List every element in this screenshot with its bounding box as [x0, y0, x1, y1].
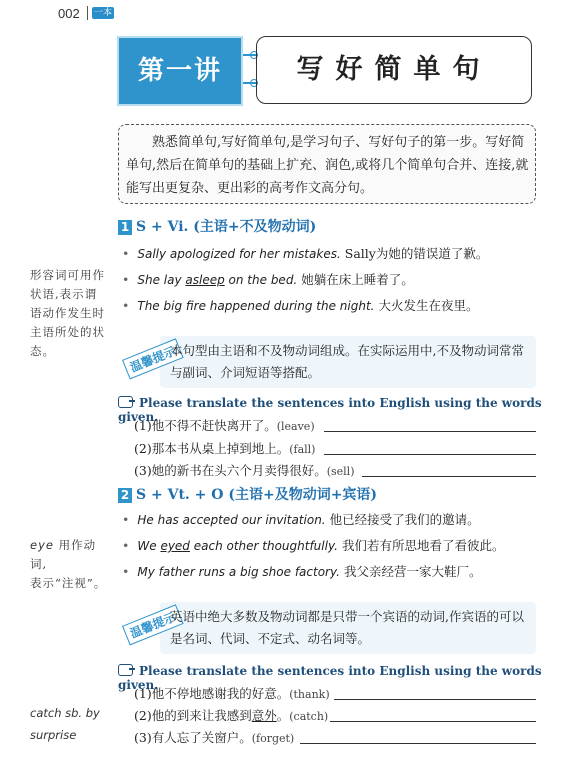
answer-blank[interactable]: [334, 699, 536, 700]
lesson-title: 写好简单句: [296, 54, 492, 85]
example-sentence: • Sally apologized for her mistakes. Sally为她的错误道了歉。: [122, 246, 489, 261]
section-2-heading: [118, 484, 377, 504]
exercise-item: (3)有人忘了关窗户。(forget): [134, 730, 295, 745]
intro-text: 熟悉简单句,写好简单句,是学习句子、写好句子的第一步。写好简单句,然后在简单句的基础上扩充、润色,或将几个简单句合并、连接,就能写出更复杂、更出彩的高考作文高分句。: [126, 135, 529, 196]
exercise-item: (2)那本书从桌上掉到地上。(fall): [134, 441, 316, 456]
answer-blank[interactable]: [324, 431, 536, 432]
pointing-hand-icon: [118, 396, 133, 408]
side-note-catch: catch sb. by: [30, 706, 100, 720]
tip-text-2: 英语中绝大多数及物动词都是只带一个宾语的动词,作宾语的可以 是名词、代词、不定式、动名词等。: [170, 609, 524, 646]
pointing-hand-icon: [118, 664, 133, 676]
connector-line-top: [243, 54, 257, 56]
bullet-icon: •: [122, 272, 130, 287]
lesson-label: 第一讲: [137, 56, 222, 86]
header-divider: [87, 6, 88, 20]
tip-text-1: 本句型由主语和不及物动词组成。在实际运用中,不及物动词常常 与副词、介词短语等搭配。: [170, 343, 524, 380]
answer-blank[interactable]: [324, 454, 536, 455]
exercise-item: (1)他不停地感谢我的好意。(thank): [134, 686, 330, 701]
bullet-icon: •: [122, 564, 130, 579]
exercise-heading-2: Please translate the sentences into English using the words given.: [118, 664, 542, 692]
bullet-icon: •: [122, 298, 130, 313]
answer-blank[interactable]: [362, 476, 536, 477]
section-2-number: 2: [118, 488, 132, 503]
page-number: 002: [58, 6, 80, 21]
answer-blank[interactable]: [300, 743, 536, 744]
example-sentence: • He has accepted our invitation. 他已经接受了我们的邀请。: [122, 512, 480, 527]
bullet-icon: •: [122, 246, 130, 261]
exercise-item: (2)他的到来让我感到意外。(catch): [134, 708, 329, 723]
side-note-surprise: surprise: [30, 728, 77, 742]
connector-line-bottom: [243, 82, 257, 84]
exercise-heading-1: Please translate the sentences into English using the words given.: [118, 396, 542, 424]
example-sentence: • She lay asleep on the bed. 她躺在床上睡着了。: [122, 272, 414, 287]
section-1-number: 1: [118, 220, 132, 235]
exercise-item: (1)他不得不赶快离开了。(leave): [134, 418, 315, 433]
side-note-eye: eye 用作动词, 表示“注视”。: [30, 538, 107, 590]
section-1-heading: [118, 216, 316, 236]
example-sentence: • We eyed each other thoughtfully. 我们若有所思地看了看彼此。: [122, 538, 505, 553]
answer-blank[interactable]: [330, 721, 536, 722]
tip-stamp-1: 温馨提示: [122, 338, 184, 379]
section-1-title: S + Vi. (主语+不及物动词): [136, 219, 317, 235]
exercise-item: (3)她的新书在头六个月卖得很好。(sell): [134, 463, 355, 478]
bullet-icon: •: [122, 538, 130, 553]
section-2-title: S + Vt. + O (主语+及物动词+宾语): [136, 487, 378, 503]
tip-stamp-2: 温馨提示: [122, 604, 184, 645]
side-note-adjective: 形容词可用作状语,表示谓语动作发生时主语所处的状态。: [30, 268, 105, 358]
bullet-icon: •: [122, 512, 130, 527]
example-sentence: • The big fire happened during the night. 大火发生在夜里。: [122, 298, 479, 313]
example-sentence: • My father runs a big shoe factory. 我父亲经营一家大鞋厂。: [122, 564, 482, 579]
book-tag: 一本: [93, 8, 112, 18]
